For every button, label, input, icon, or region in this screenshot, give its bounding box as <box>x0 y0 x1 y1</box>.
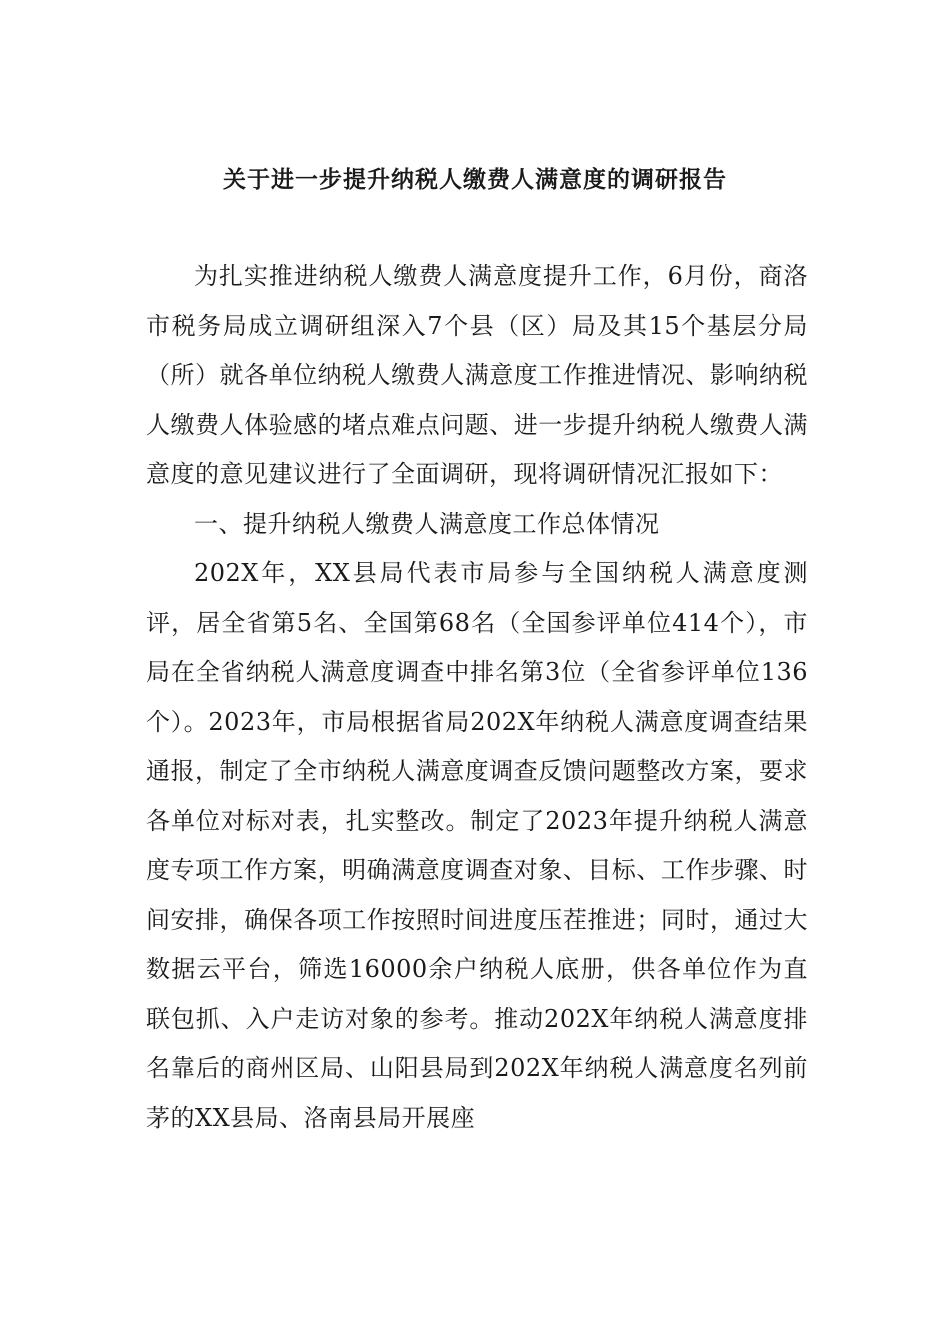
section-heading: 一、提升纳税人缴费人满意度工作总体情况 <box>194 509 660 538</box>
document-body <box>146 252 808 1143</box>
document-title: 关于进一步提升纳税人缴费人满意度的调研报告 <box>223 166 727 193</box>
body-paragraph: 202X年，XX县局代表市局参与全国纳税人满意度测评，居全省第5名、全国第68名（全国参评单位414个），市局在全省纳税人满意度调查中排名第3位（全省参评单位136个）。2023年，市局根据省局202X年纳税人满意度调查结果通报，制定了全市纳税人满意度调查反馈问题整改方案，要求各单位对标对表，扎实整改。制定了2023年提升纳税人满意度专项工作方案，明确满意度调查对象、目标、工作步骤、时间安排，确保各项工作按照时间进度压茬推进；同时，通过大数据云平台，筛选16000余户纳税人底册，供各单位作为直联包抓、入户走访对象的参考。推动202X年纳税人满意度排名靠后的商州区局、山阳县局到202X年纳税人满意度名列前茅的XX县局、洛南县局开展座 <box>146 559 808 1132</box>
intro-paragraph: 为扎实推进纳税人缴费人满意度提升工作，6月份，商洛市税务局成立调研组深入7个县（区）局及其15个基层分局（所）就各单位纳税人缴费人满意度工作推进情况、影响纳税人缴费人体验感的堵点难点问题、进一步提升纳税人缴费人满意度的意见建议进行了全面调研，现将调研情况汇报如下： <box>146 262 808 488</box>
